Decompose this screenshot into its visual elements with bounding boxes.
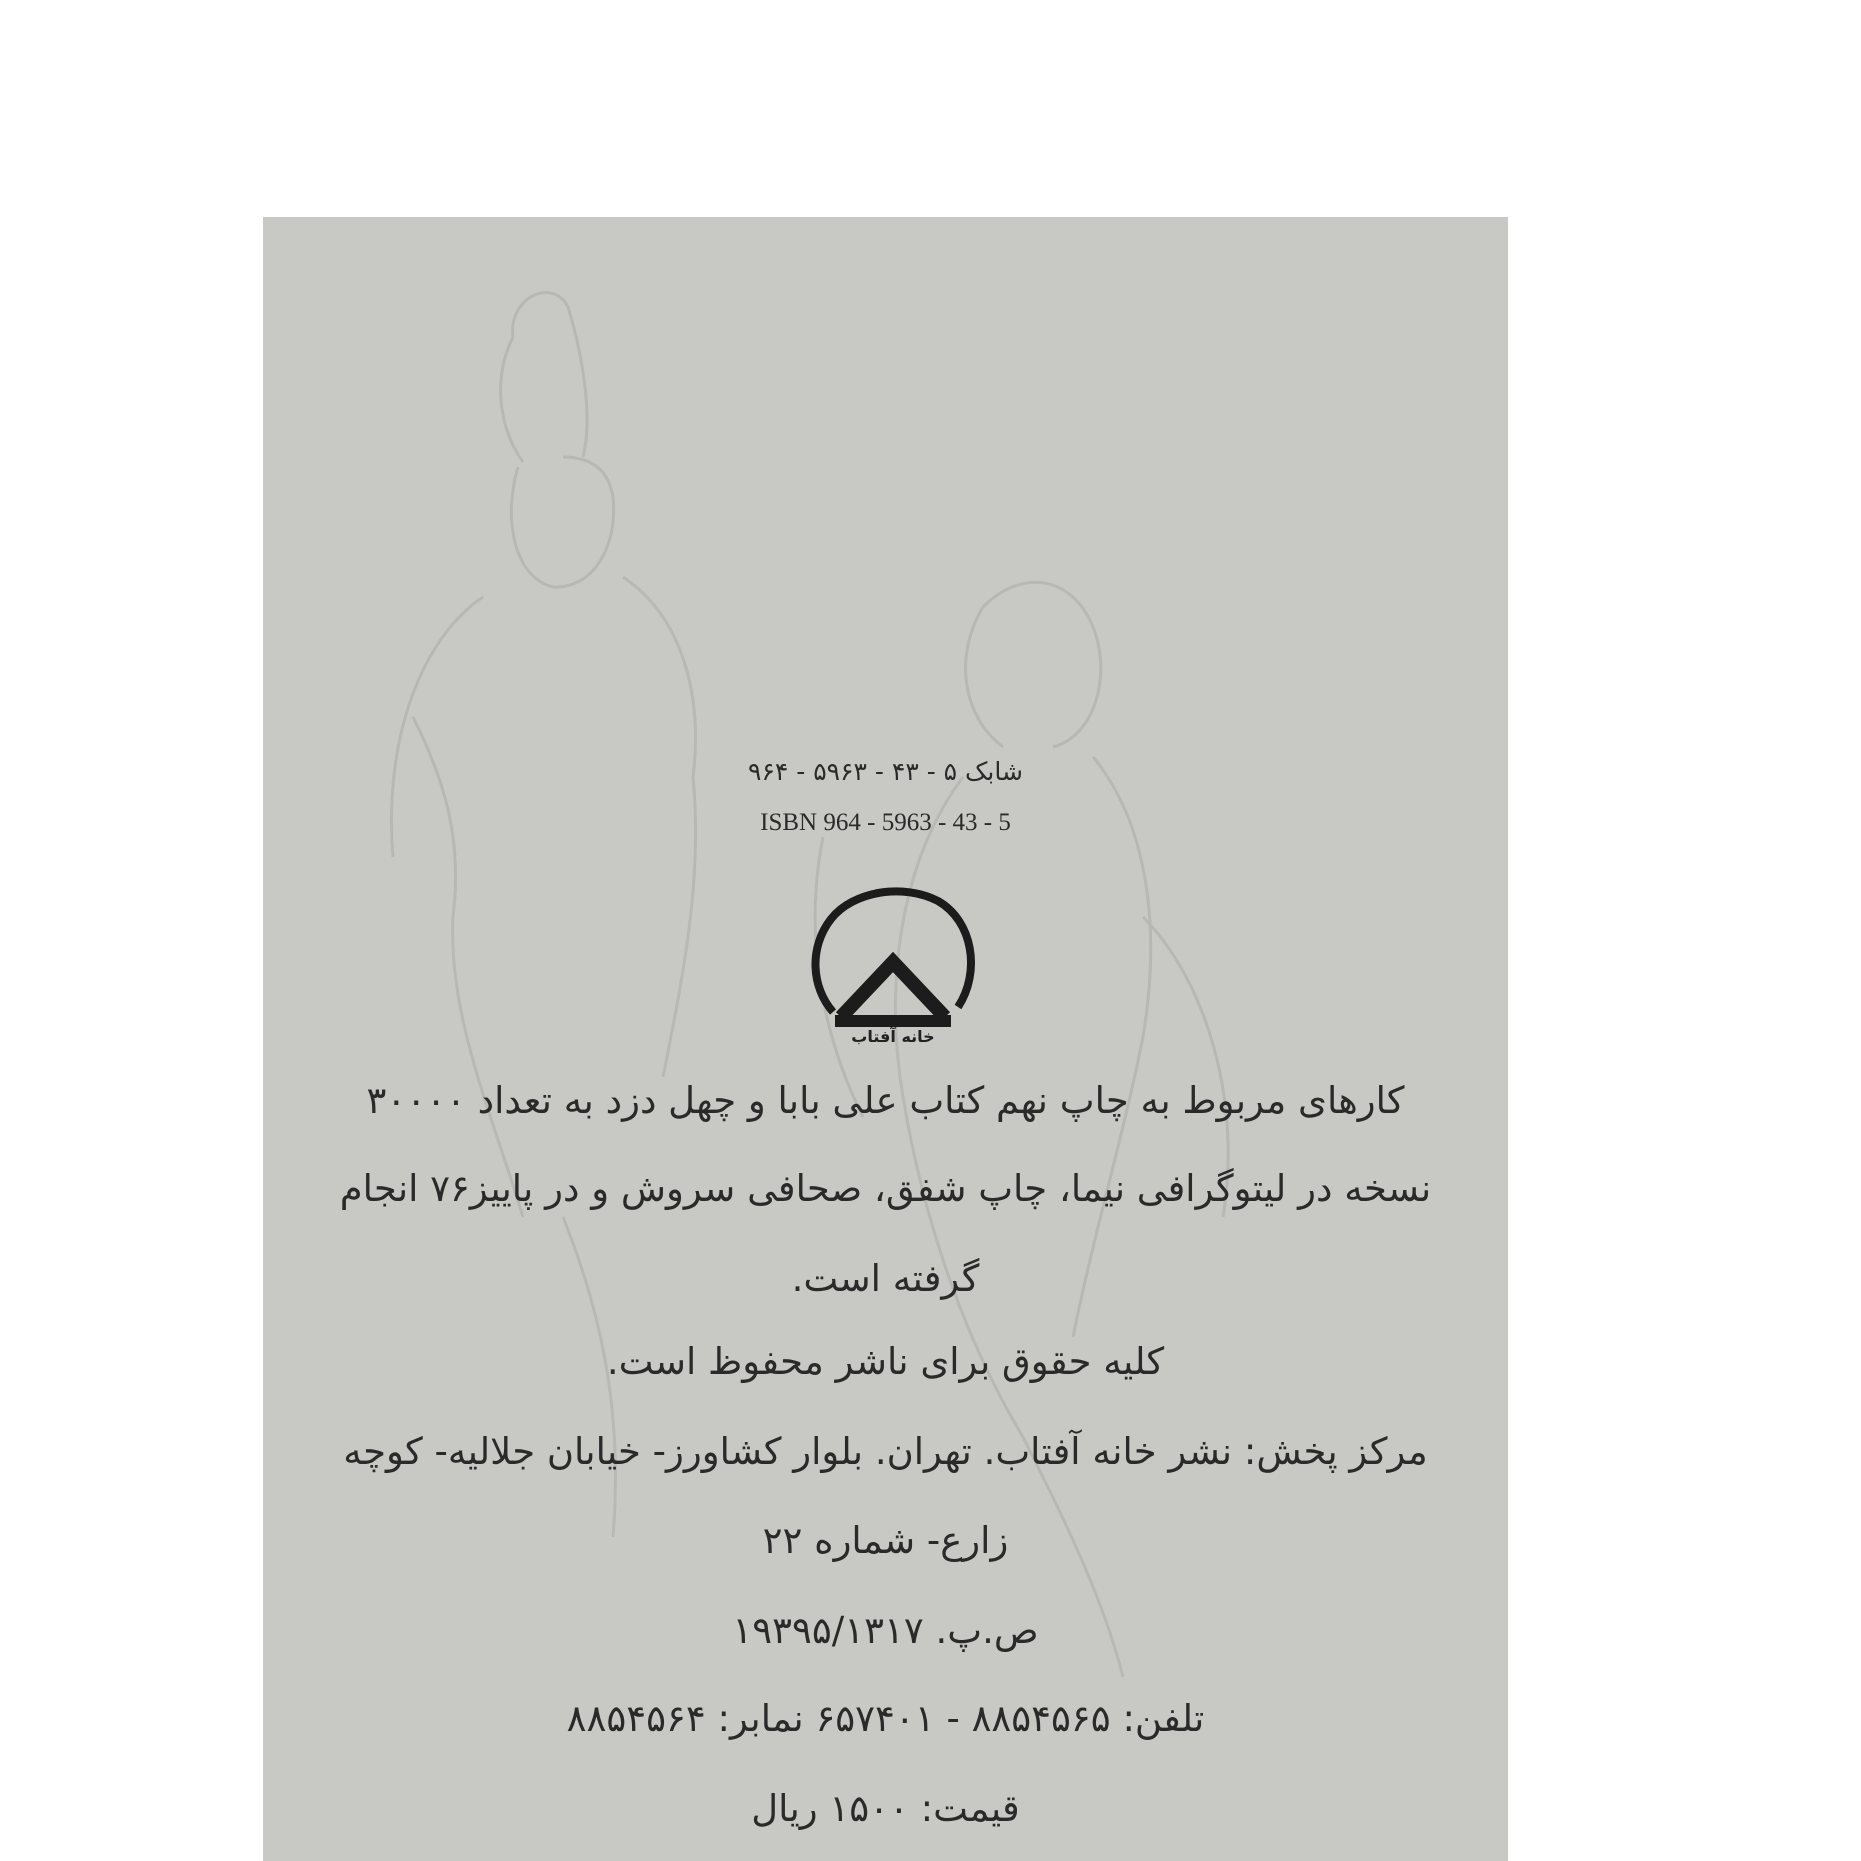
- colophon-line-1: کارهای مربوط به چاپ نهم کتاب علی بابا و چهل دزد به تعداد ۳۰۰۰۰: [366, 1079, 1405, 1122]
- distribution-address-line-2: زارع- شماره ۲۲: [762, 1519, 1009, 1562]
- publisher-logo-text: خانه آفتاب: [851, 1027, 935, 1046]
- book-page: [263, 217, 1508, 1861]
- isbn-persian: شابک ۵ - ۴۳ - ۵۹۶۳ - ۹۶۴: [748, 757, 1023, 786]
- colophon-line-3: گرفته است.: [791, 1257, 980, 1300]
- publisher-logo-icon: [803, 877, 983, 1047]
- rights-notice: کلیه حقوق برای ناشر محفوظ است.: [606, 1340, 1165, 1383]
- isbn-english: ISBN 964 - 5963 - 43 - 5: [760, 809, 1011, 836]
- po-box: ص.پ. ۱۹۳۹۵/۱۳۱۷: [732, 1609, 1039, 1652]
- distribution-address-line-1: مرکز پخش: نشر خانه آفتاب. تهران. بلوار کشاورز- خیابان جلالیه- کوچه: [343, 1430, 1428, 1473]
- price: قیمت: ۱۵۰۰ ریال: [751, 1787, 1020, 1830]
- phone-fax: تلفن: ۸۸۵۴۵۶۵ - ۶۵۷۴۰۱ نمابر: ۸۸۵۴۵۶۴: [566, 1697, 1205, 1740]
- colophon-line-2: نسخه در لیتوگرافی نیما، چاپ شفق، صحافی سروش و در پاییز۷۶ انجام: [339, 1167, 1432, 1210]
